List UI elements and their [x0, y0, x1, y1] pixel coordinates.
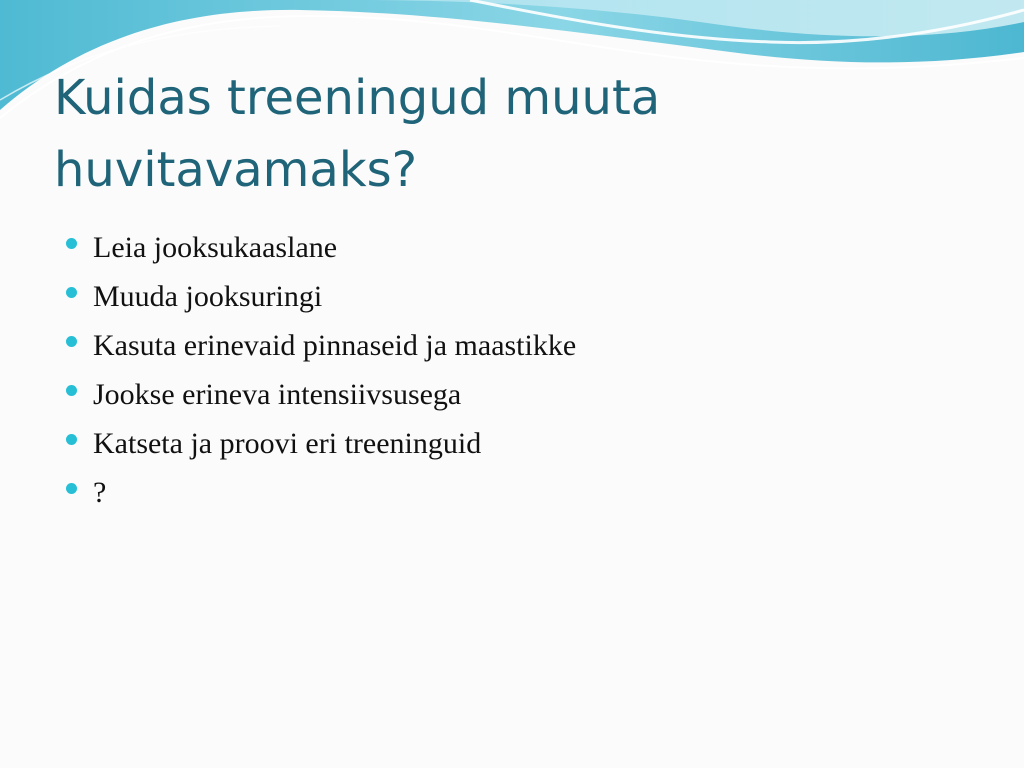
bullet-item: [66, 223, 576, 272]
bullet-dot-icon: [66, 336, 77, 347]
slide-title: [54, 62, 954, 206]
title-line-1: Kuidas treeningud muuta: [54, 70, 661, 126]
bullet-item: [66, 468, 576, 517]
bullet-dot-icon: [66, 287, 77, 298]
bullet-text: Jookse erineva intensiivsusega: [93, 378, 462, 411]
bullet-dot-icon: [66, 385, 77, 396]
bullet-dot-icon: [66, 483, 77, 494]
bullet-item: [66, 272, 576, 321]
bullet-dot-icon: [66, 238, 77, 249]
bullet-list: [66, 223, 576, 517]
bullet-text: Kasuta erinevaid pinnaseid ja maastikke: [93, 329, 577, 362]
bullet-item: [66, 370, 576, 419]
bullet-text: Muuda jooksuringi: [93, 280, 323, 313]
bullet-text: Katseta ja proovi eri treeninguid: [93, 427, 482, 460]
bullet-dot-icon: [66, 434, 77, 445]
bullet-text: ?: [93, 476, 107, 509]
bullet-item: [66, 419, 576, 468]
bullet-item: [66, 321, 576, 370]
title-line-2: huvitavamaks?: [54, 142, 418, 198]
bullet-text: Leia jooksukaaslane: [93, 231, 338, 264]
